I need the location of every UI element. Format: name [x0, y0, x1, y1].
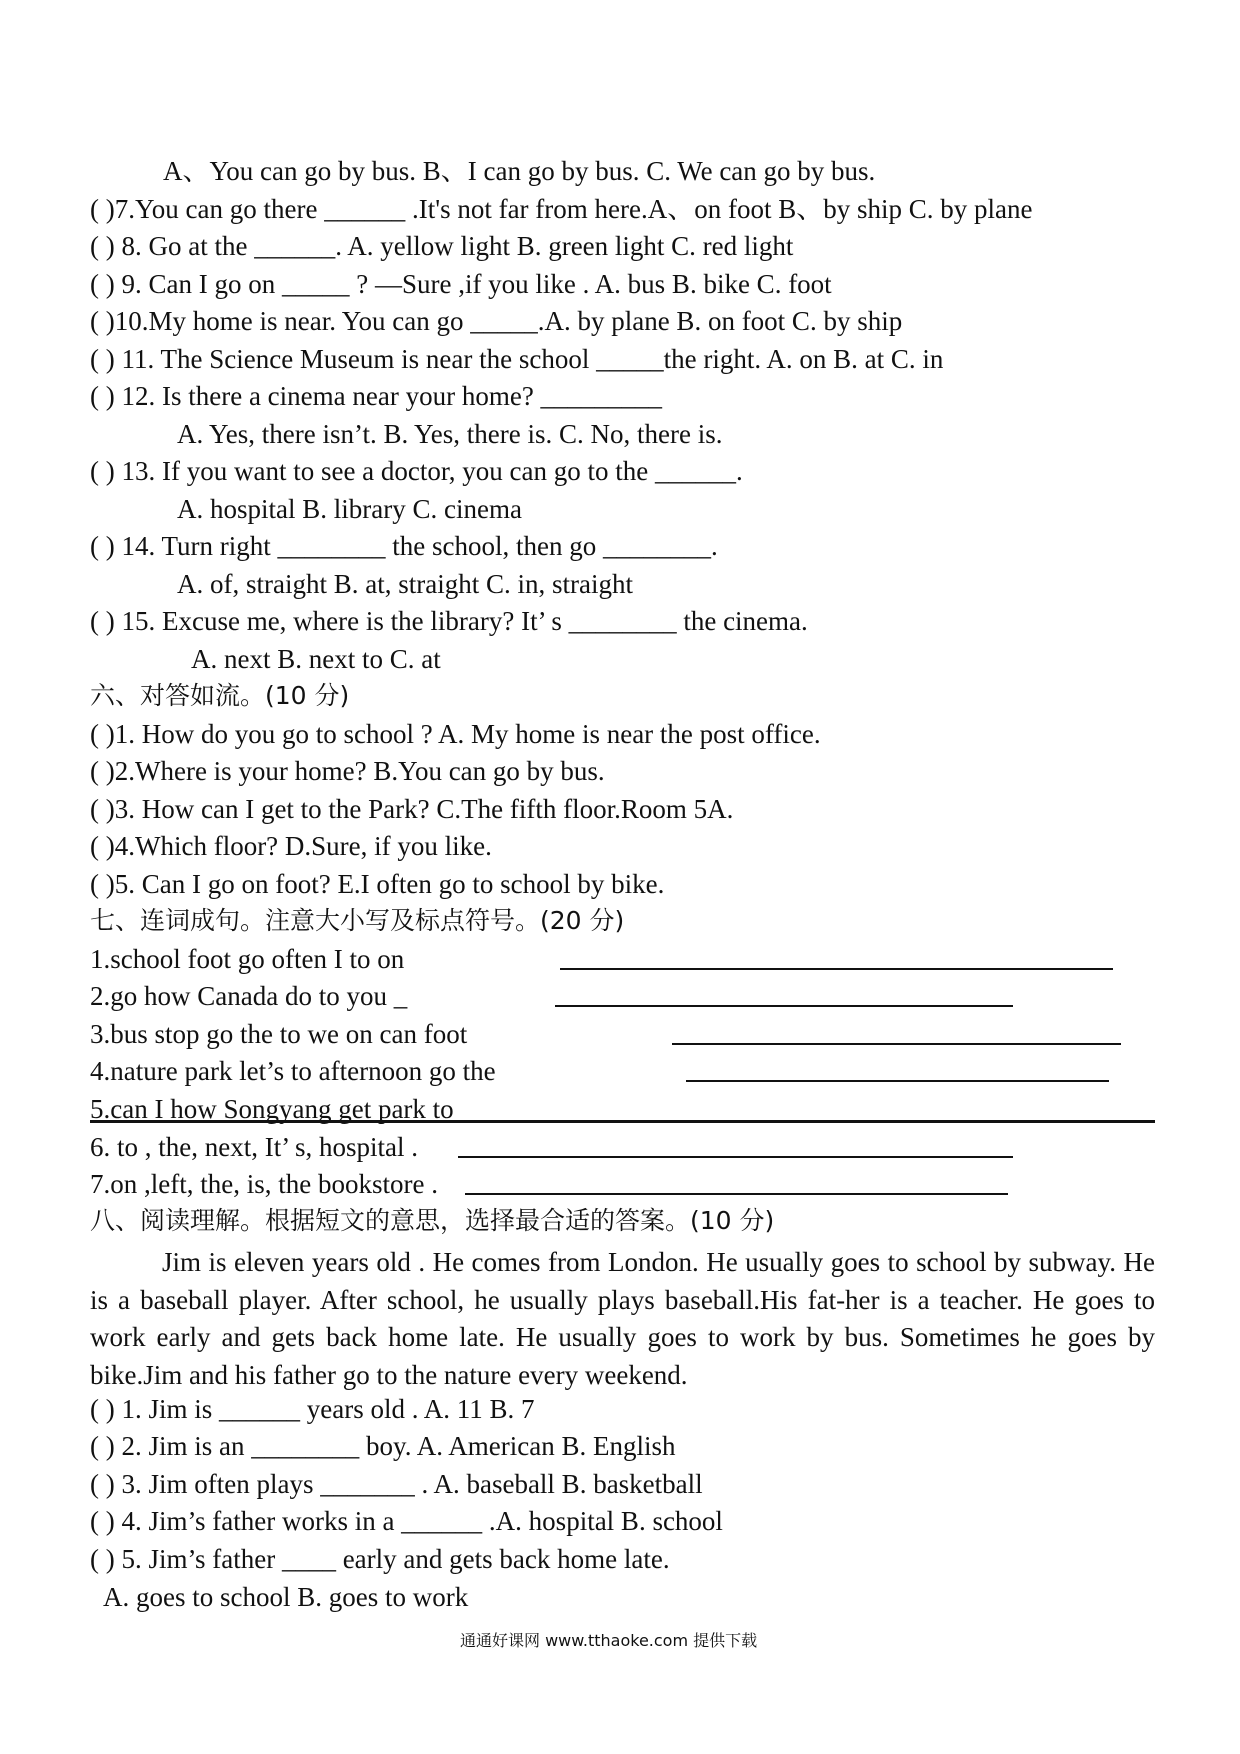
s8-item-1: ( ) 1. Jim is ______ years old . A. 11 B. 7: [90, 1394, 535, 1424]
s7-item-2: 2.go how Canada do to you _: [90, 981, 408, 1011]
question-7: ( )7.You can go there ______ .It's not far from here.A、on foot B、by ship C. by plane: [90, 194, 1033, 224]
answer-line: [672, 1043, 1121, 1045]
s6-item-4: ( )4.Which floor? D.Sure, if you like.: [90, 831, 492, 861]
s6-item-1: ( )1. How do you go to school ? A. My home is near the post office.: [90, 719, 821, 749]
question-11: ( ) 11. The Science Museum is near the school _____the right. A. on B. at C. in: [90, 344, 944, 374]
s8-item-5: ( ) 5. Jim’s father ____ early and gets back home late.: [90, 1544, 670, 1574]
question-8: ( ) 8. Go at the ______. A. yellow light B. green light C. red light: [90, 231, 794, 261]
answer-line: [458, 1156, 1013, 1158]
question-13: ( ) 13. If you want to see a doctor, you can go to the ______.: [90, 456, 743, 486]
question-10: ( )10.My home is near. You can go _____.A. by plane B. on foot C. by ship: [90, 306, 903, 336]
question-9: ( ) 9. Can I go on _____ ? —Sure ,if you like . A. bus B. bike C. foot: [90, 269, 832, 299]
s6-item-2: ( )2.Where is your home? B.You can go by bus.: [90, 756, 605, 786]
q15-options: A. next B. next to C. at: [191, 644, 441, 674]
s8-item-4: ( ) 4. Jim’s father works in a ______ .A. hospital B. school: [90, 1506, 723, 1536]
s7-item-7: 7.on ,left, the, is, the bookstore .: [90, 1169, 438, 1199]
s8-item-2: ( ) 2. Jim is an ________ boy. A. American B. English: [90, 1431, 676, 1461]
section7-heading: 七、连词成句。注意大小写及标点符号。(20 分): [90, 906, 625, 935]
answer-line: [465, 1193, 1008, 1195]
question-12: ( ) 12. Is there a cinema near your home? _________: [90, 381, 663, 411]
answer-line: [555, 1005, 1013, 1007]
section8-heading: 八、阅读理解。根据短文的意思，选择最合适的答案。(10 分): [90, 1206, 775, 1235]
q12-options: A. Yes, there isn’t. B. Yes, there is. C. No, there is.: [177, 419, 723, 449]
s6-item-5: ( )5. Can I go on foot? E.I often go to school by bike.: [90, 869, 665, 899]
s6-item-3: ( )3. How can I get to the Park? C.The fifth floor.Room 5A.: [90, 794, 734, 824]
q13-options: A. hospital B. library C. cinema: [177, 494, 522, 524]
s7-item-5: 5.can I how Songyang get park to: [90, 1094, 454, 1124]
s7-item-4: 4.nature park let’s to afternoon go the: [90, 1056, 496, 1086]
q14-options: A. of, straight B. at, straight C. in, straight: [177, 569, 633, 599]
question-14: ( ) 14. Turn right ________ the school, then go ________.: [90, 531, 718, 561]
footer-credit: 通通好课网 www.tthaoke.com 提供下载: [460, 1631, 758, 1650]
answer-line: [90, 1120, 1155, 1123]
s7-item-1: 1.school foot go often I to on: [90, 944, 405, 974]
s7-item-6: 6. to , the, next, It’ s, hospital .: [90, 1132, 418, 1162]
s8-item-3: ( ) 3. Jim often plays _______ . A. baseball B. basketball: [90, 1469, 703, 1499]
q6-options: A、You can go by bus. B、I can go by bus. C. We can go by bus.: [163, 156, 876, 186]
section6-heading: 六、对答如流。(10 分): [90, 681, 350, 710]
question-15: ( ) 15. Excuse me, where is the library? It’ s ________ the cinema.: [90, 606, 808, 636]
reading-passage: Jim is eleven years old . He comes from London. He usually goes to school by subway. He is a baseball player. After school, he usually plays baseball.His fat-her is a teacher. He goes to work early and gets back home late. He usually goes to work by bus. Sometimes he goes by bike.Jim and his father go to the nature every weekend.: [90, 1247, 1155, 1390]
s7-item-3: 3.bus stop go the to we on can foot: [90, 1019, 468, 1049]
s8-item-5-options: A. goes to school B. goes to work: [103, 1582, 469, 1612]
answer-line: [686, 1080, 1109, 1082]
answer-line: [560, 968, 1113, 970]
